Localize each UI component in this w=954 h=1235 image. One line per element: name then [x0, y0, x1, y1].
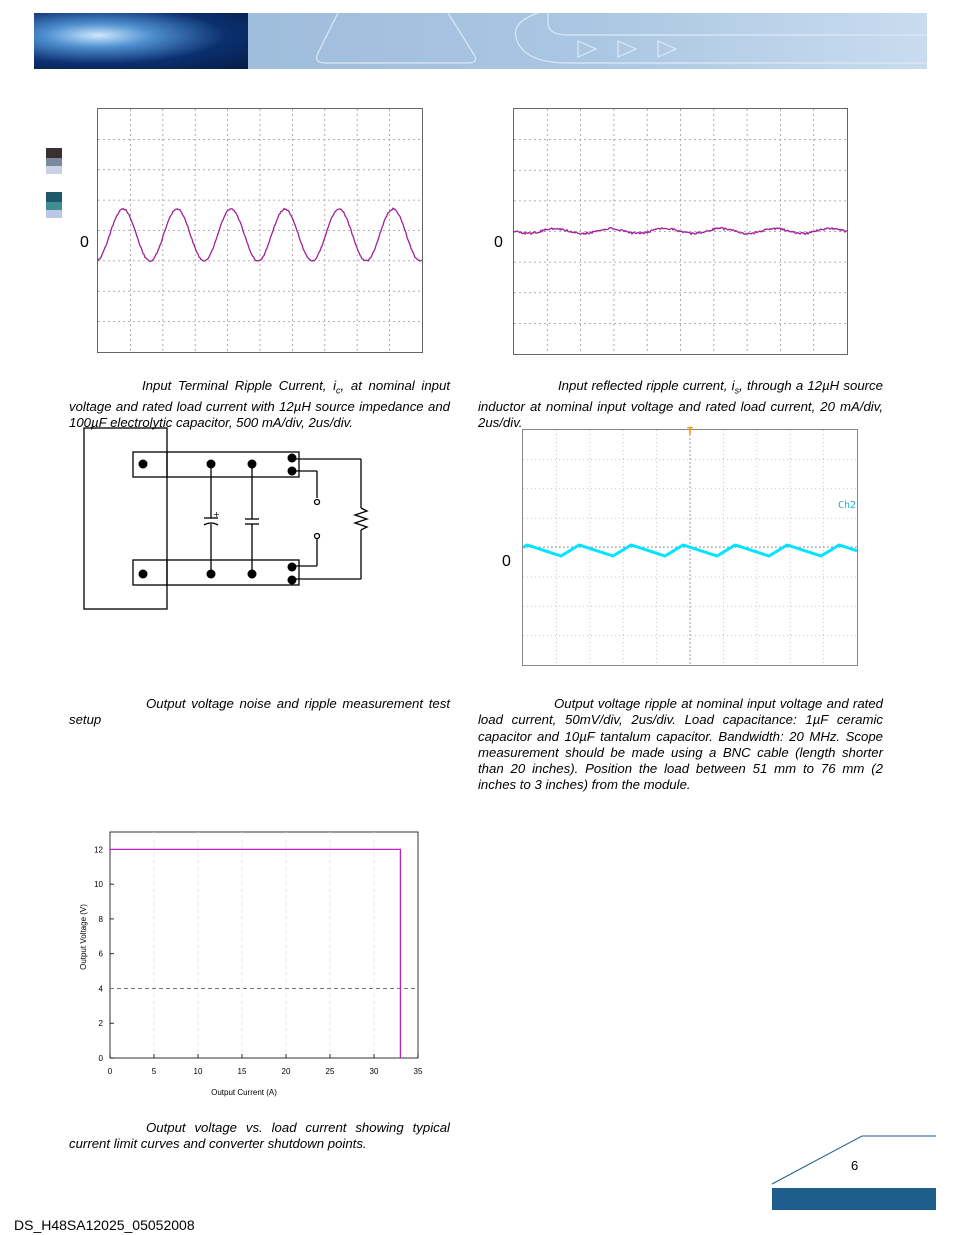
fig2-zero-label: 0: [494, 234, 503, 251]
banner-photo: [34, 13, 248, 69]
y-axis-label: Output Voltage (V): [79, 904, 88, 970]
y-tick-label: 2: [98, 1019, 103, 1029]
legend-swatch-teal: [46, 192, 62, 218]
fig4-caption: Output voltage ripple at nominal input voltage and rated load current, 50mV/div, 2us/div. Load capacitance: 1µF ceramic capacitor and 10µF tantalum capacitor. Bandwidth: 20 MHz. Scope measurement should be made using a BNC cable (length shorter than 20 inches). Position the load between 51 mm to 76 mm (2 inches to 3 inches) from the module.: [478, 696, 883, 793]
fig4-zero-label: 0: [502, 553, 511, 570]
fig3-caption: Output voltage noise and ripple measurement test setup: [69, 696, 450, 728]
x-tick-label: 10: [193, 1067, 203, 1076]
banner-logo-outline: [248, 13, 927, 69]
chart-plot-frame: [110, 832, 418, 1058]
x-tick-label: 20: [281, 1067, 291, 1076]
x-tick-label: 5: [151, 1067, 157, 1076]
y-tick-label: 10: [94, 880, 103, 890]
dut-module-box: [84, 428, 167, 609]
fig2-caption: Input reflected ripple current, $i_s$, through a 12µH source inductor at nominal input voltage and rated load current, 20 mA/div, 2us/div.: [478, 378, 883, 431]
y-tick-label: 12: [94, 845, 103, 855]
fig5-current-limit-chart: [70, 825, 430, 1100]
x-tick-label: 15: [237, 1067, 247, 1076]
x-tick-label: 35: [413, 1067, 423, 1076]
top-connector-bar: [133, 452, 299, 477]
svg-text:+: +: [213, 510, 220, 519]
fig2-scope-plot: [514, 109, 847, 354]
fig4-scope-plot: [523, 430, 857, 665]
y-tick-label: 8: [98, 914, 103, 924]
fig2-scope-screen: [513, 108, 848, 355]
x-tick-label: 25: [325, 1067, 335, 1076]
trigger-marker-icon: T: [686, 426, 694, 437]
document-id: DS_H48SA12025_05052008: [14, 1217, 195, 1233]
fig1-zero-label: 0: [80, 234, 89, 251]
page-number: 6: [851, 1158, 859, 1173]
banner-band: [248, 13, 927, 69]
y-tick-label: 4: [98, 984, 103, 994]
y-tick-label: 0: [98, 1054, 103, 1063]
fig1-scope-plot: [98, 109, 422, 352]
channel-label: Ch2: [838, 500, 857, 511]
bottom-connector-bar: [133, 560, 299, 585]
fig2-ripple-trace: [514, 228, 847, 235]
fig3-test-setup-schematic: [80, 426, 380, 616]
fig1-caption: Input Terminal Ripple Current, $i_c$, at nominal input voltage and rated load current with 12µH source impedance and 100µF electrolytic capacitor, 500 mA/div, 2us/div.: [69, 378, 450, 431]
y-tick-label: 6: [98, 949, 103, 959]
x-axis-label: Output Current (A): [211, 1088, 277, 1097]
legend-swatch-dark: [46, 148, 62, 174]
x-tick-label: 0: [107, 1067, 113, 1076]
fig5-caption: Output voltage vs. load current showing typical current limit curves and converter shutdown points.: [69, 1120, 450, 1152]
fig1-scope-screen: [97, 108, 423, 353]
fig4-scope-screen: [522, 429, 858, 666]
footer-accent-graphic: [770, 1134, 936, 1212]
x-tick-label: 30: [369, 1067, 379, 1076]
header-banner: [34, 13, 927, 69]
